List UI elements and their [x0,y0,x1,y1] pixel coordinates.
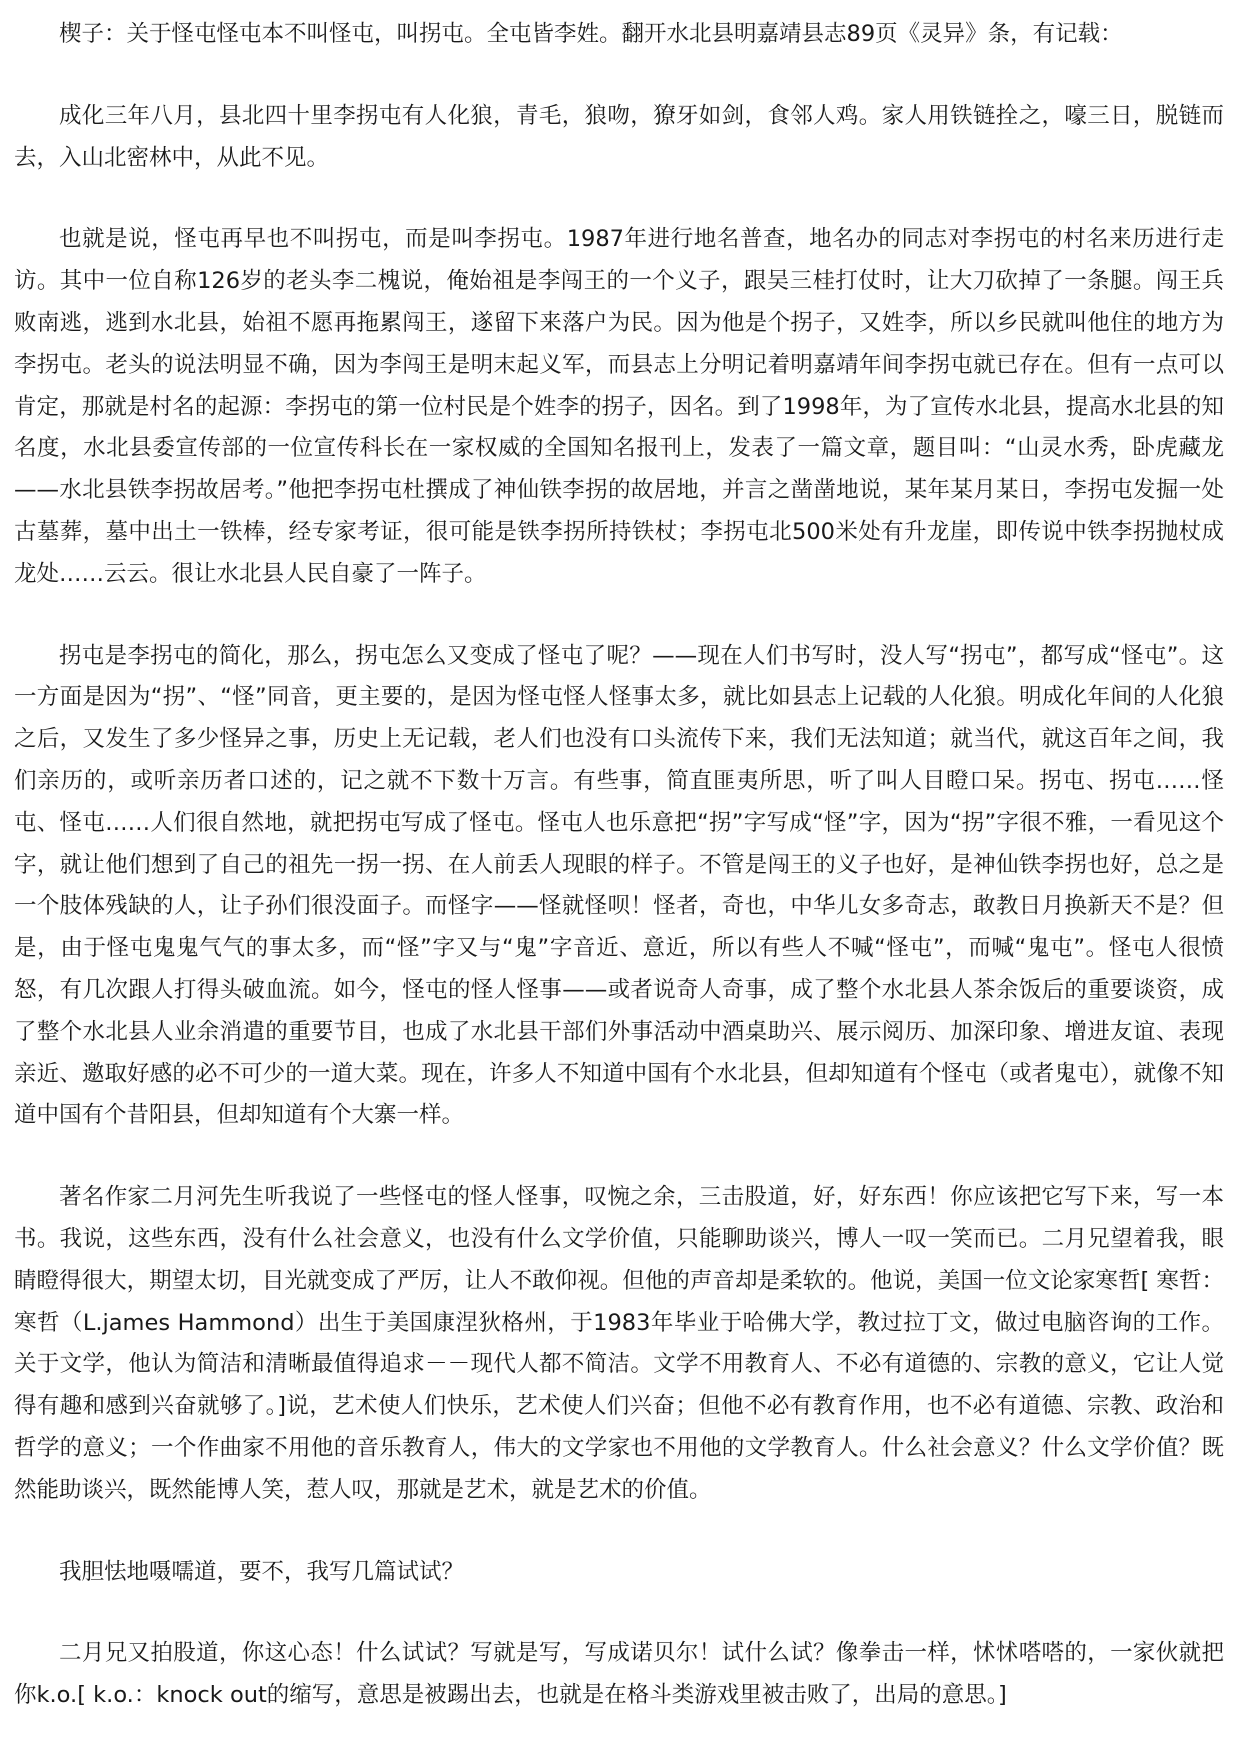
paragraph-timid-reply: 我胆怯地嗫嚅道，要不，我写几篇试试？ [59,1558,465,1585]
paragraph-prologue: 楔子：关于怪屯怪屯本不叫怪屯，叫拐屯。全屯皆李姓。翻开水北县明嘉靖县志89页《灵异》条，有记载： [59,21,1123,47]
paragraph-county-record: 成化三年八月，县北四十里李拐屯有人化狼，青毛，狼吻，獠牙如剑，食邻人鸡。家人用铁链拴之，嚎三日，脱链而去，入山北密林中，从此不见。 [14,102,1224,171]
paragraph-name-change: 拐屯是李拐屯的简化，那么，拐屯怎么又变成了怪屯了呢？——现在人们书写时，没人写“拐屯”，都写成“怪屯”。这一方面是因为“拐”、“怪”同音，更主要的，是因为怪屯怪人怪事太多，就比如县志上记载的人化狼。明成化年间的人化狼之后，又发生了多少怪异之事，历史上无记载，老人们也没有口头流传下来，我们无法知道；就当代，就这百年之间，我们亲历的，或听亲历者口述的，记之就不下数十万言。有些事，简直匪夷所思，听了叫人目瞪口呆。拐屯、拐屯……怪屯、怪屯……人们很自然地，就把拐屯写成了怪屯。怪屯人也乐意把“拐”字写成“怪”字，因为“拐”字很不雅，一看见这个字，就让他们想到了自己的祖先一拐一拐、在人前丢人现眼的样子。不管是闯王的义子也好，是神仙铁李拐也好，总之是一个肢体残缺的人，让子孙们很没面子。而怪字——怪就怪呗！怪者，奇也，中华儿女多奇志，敢教日月换新天不是？但是，由于怪屯鬼鬼气气的事太多，而“怪”字又与“鬼”字音近、意近，所以有些人不喊“怪屯”，而喊“鬼屯”。怪屯人很愤怒，有几次跟人打得头破血流。如今，怪屯的怪人怪事——或者说奇人奇事，成了整个水北县人茶余饭后的重要谈资，成了整个水北县人业余消遣的重要节目，也成了水北县干部们外事活动中酒桌助兴、展示阅历、加深印象、增进友谊、表现亲近、邀取好感的必不可少的一道大菜。现在，许多人不知道中国有个水北县，但却知道有个怪屯（或者鬼屯），就像不知道中国有个昔阳县，但却知道有个大寨一样。 [14,642,1224,1129]
paragraph-village-name-origin: 也就是说，怪屯再早也不叫拐屯，而是叫李拐屯。1987年进行地名普查，地名办的同志对李拐屯的村名来历进行走访。其中一位自称126岁的老头李二槐说，俺始祖是李闯王的一个义子，跟吴三桂打仗时，让大刀砍掉了一条腿。闯王兵败南逃，逃到水北县，始祖不愿再拖累闯王，遂留下来落户为民。因为他是个拐子，又姓李，所以乡民就叫他住的地方为李拐屯。老头的说法明显不确，因为李闯王是明末起义军，而县志上分明记着明嘉靖年间李拐屯就已存在。但有一点可以肯定，那就是村名的起源：李拐屯的第一位村民是个姓李的拐子，因名。到了1998年，为了宣传水北县，提高水北县的知名度，水北县委宣传部的一位宣传科长在一家权威的全国知名报刊上，发表了一篇文章，题目叫：“山灵水秀，卧虎藏龙——水北县铁李拐故居考。”他把李拐屯杜撰成了神仙铁李拐的故居地，并言之凿凿地说，某年某月某日，李拐屯发掘一处古墓葬，墓中出土一铁棒，经专家考证，很可能是铁李拐所持铁杖；李拐屯北500米处有升龙崖，即传说中铁李拐抛杖成龙处……云云。很让水北县人民自豪了一阵子。 [14,226,1224,587]
document-page [14,14,1224,1717]
paragraph-ereyuehe-conversation: 著名作家二月河先生听我说了一些怪屯的怪人怪事，叹惋之余，三击股道，好，好东西！你应该把它写下来，写一本书。我说，这些东西，没有什么社会意义，也没有什么文学价值，只能聊助谈兴，博人一叹一笑而已。二月兄望着我，眼睛瞪得很大，期望太切，目光就变成了严厉，让人不敢仰视。但他的声音却是柔软的。他说，美国一位文论家寒哲[ 寒哲：寒哲（L.james Hammond）出生于美国康涅狄格州，于1983年毕业于哈佛大学，教过拉丁文，做过电脑咨询的工作。关于文学，他认为简洁和清晰最值得追求－－现代人都不简洁。文学不用教育人、不必有道德的、宗教的意义，它让人觉得有趣和感到兴奋就够了。]说，艺术使人们快乐，艺术使人们兴奋；但他不必有教育作用，也不必有道德、宗教、政治和哲学的意义；一个作曲家不用他的音乐教育人，伟大的文学家也不用他的文学教育人。什么社会意义？什么文学价值？既然能助谈兴，既然能博人笑，惹人叹，那就是艺术，就是艺术的价值。 [14,1184,1224,1503]
paragraph-encouragement: 二月兄又拍股道，你这心态！什么试试？写就是写，写成诺贝尔！试什么试？像拳击一样，怵怵嗒嗒的，一家伙就把你k.o.[ k.o.：knock out的缩写，意思是被踢出去，也就是在格斗类游戏里被击败了，出局的意思。] [14,1640,1224,1709]
